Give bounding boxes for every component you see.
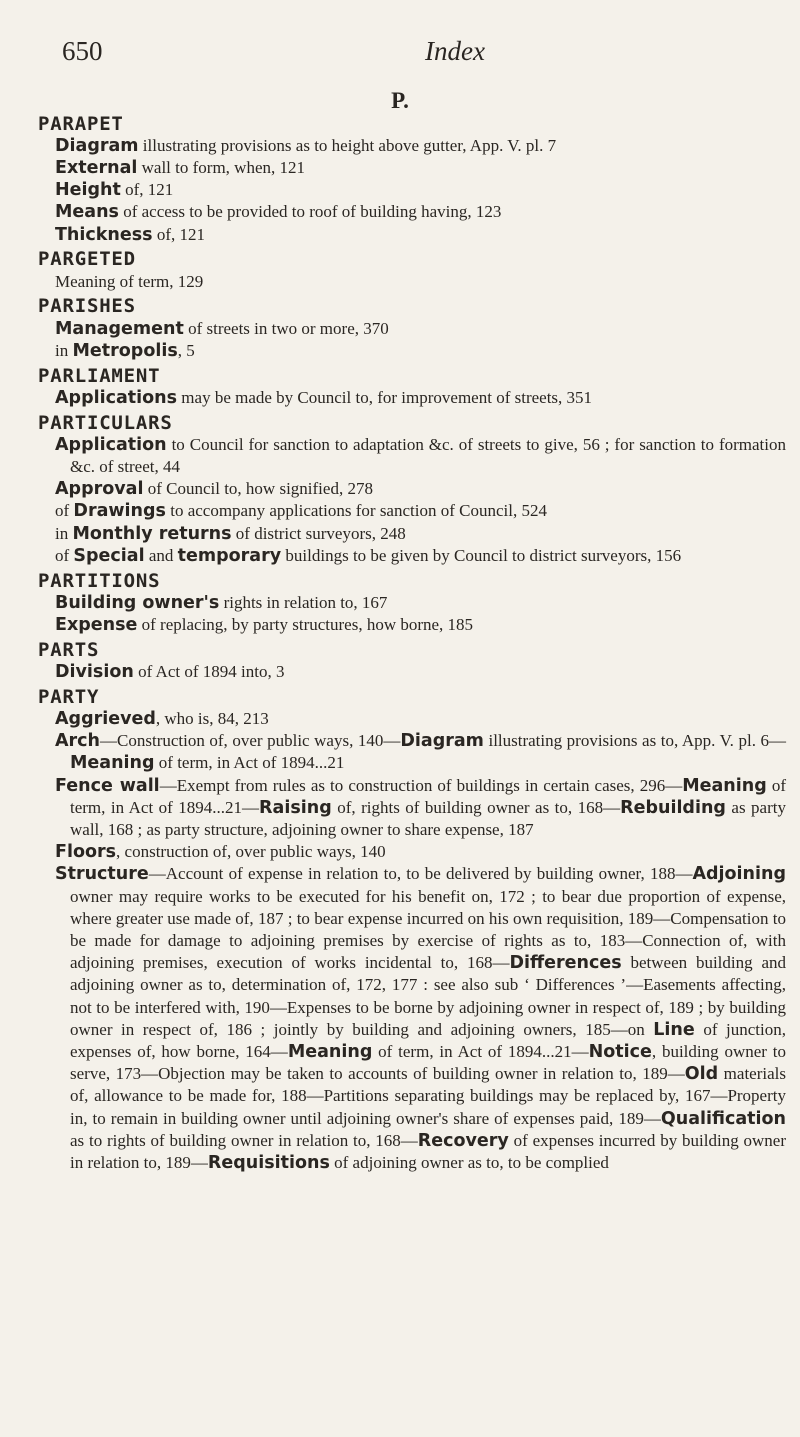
- index-entry: [38, 318, 786, 340]
- entry-text: may be made by Council to, for improvement of streets, 351: [177, 387, 593, 407]
- entry-text: of: [55, 545, 74, 565]
- entry-text: materials of, allowance to be made for, 188—Partitions separating buildings may be replaced by, 167—Property in, to remain in building owner until adjoining owner's share of expenses paid, 189—: [70, 1064, 786, 1128]
- section-letter: P.: [391, 88, 409, 113]
- entry-text: as to rights of building owner in relation to, 168—: [70, 1130, 418, 1150]
- index-heading: PARTITIONS: [38, 569, 161, 592]
- entry-text: of term, in Act of 1894...21—: [372, 1042, 589, 1062]
- index-entry: [38, 500, 786, 522]
- entry-keyword: Aggrieved: [55, 709, 156, 730]
- entry-keyword: Notice: [588, 1042, 652, 1063]
- entry-keyword: Special: [73, 545, 145, 566]
- entry-text: of, 121: [152, 224, 205, 244]
- index-entry: [38, 387, 786, 409]
- index-section: [38, 412, 786, 567]
- entry-text: of access to be provided to roof of building having, 123: [118, 202, 502, 222]
- entry-keyword: Adjoining: [692, 864, 786, 885]
- index-body: [38, 110, 786, 1174]
- entry-text: to accompany applications for sanction of Council, 524: [165, 501, 547, 521]
- entry-text: between building and adjoining owner as to, determination of, 172, 177 : see also sub ‘ Differences ’—Easements affecting, not to be interfered with, 190—Expenses to be borne by adjoining owner in respect of, 189 ; by building owner in respect of, 186 ; jointly by building and adjoining owners, 185—on: [70, 953, 786, 1039]
- entry-text: of junction, expenses of, how borne, 164—: [70, 1019, 786, 1062]
- entry-keyword: Application: [55, 434, 167, 455]
- entry-keyword: Qualification: [660, 1108, 786, 1129]
- index-entry: [38, 340, 786, 362]
- entry-keyword: Diagram: [400, 731, 484, 752]
- running-head: Index: [425, 36, 485, 66]
- entry-keyword: temporary: [177, 545, 282, 566]
- index-heading: PARLIAMENT: [38, 364, 161, 387]
- index-heading: PARTY: [38, 685, 100, 708]
- entry-text: wall to form, when, 121: [137, 158, 305, 177]
- entry-text: of district surveyors, 248: [231, 523, 406, 543]
- page-header: [62, 36, 760, 76]
- index-heading: PARTICULARS: [38, 411, 173, 434]
- entry-text: of streets in two or more, 370: [183, 318, 389, 338]
- entry-keyword: Meaning: [287, 1042, 373, 1063]
- entry-text: , building owner to serve, 173—Objection may be taken to accounts of building owner in relation to, 189—: [70, 1042, 786, 1084]
- entry-text: rights in relation to, 167: [219, 592, 388, 612]
- index-entry: [38, 592, 786, 614]
- index-entry: [38, 434, 786, 478]
- entry-text: —Exempt from rules as to construction of buildings in certain cases, 296—: [159, 775, 683, 795]
- entry-text: of Council to, how signified, 278: [143, 479, 373, 499]
- entry-text: and: [144, 545, 178, 565]
- entry-text: , construction of, over public ways, 140: [116, 842, 386, 862]
- entry-text: , who is, 84, 213: [155, 709, 269, 729]
- entry-keyword: Metropolis: [72, 340, 178, 361]
- index-entry: [38, 523, 786, 545]
- entry-text: of, 121: [120, 180, 174, 200]
- entry-text: —Account of expense in relation to, to be delivered by building owner, 188—: [148, 864, 693, 884]
- entry-keyword: Meaning: [682, 775, 767, 796]
- index-entry: [38, 135, 786, 157]
- index-heading: PARGETED: [38, 248, 136, 271]
- entry-text: of adjoining owner as to, to be complied: [329, 1153, 609, 1173]
- entry-keyword: Fence wall: [55, 775, 160, 796]
- index-heading: PARISHES: [38, 295, 136, 318]
- entry-text: illustrating provisions as to height above gutter, App. V. pl. 7: [138, 135, 557, 155]
- entry-text: in: [55, 523, 73, 543]
- entry-keyword: Management: [55, 318, 184, 339]
- index-entry: [38, 478, 786, 500]
- entry-text: of Act of 1894 into, 3: [133, 662, 285, 682]
- index-entry: [38, 841, 786, 863]
- entry-text: buildings to be given by Council to district surveyors, 156: [281, 545, 682, 565]
- entry-keyword: Thickness: [55, 224, 153, 245]
- index-section: [38, 365, 786, 409]
- entry-keyword: Rebuilding: [620, 797, 726, 818]
- index-section: [38, 113, 786, 246]
- entry-keyword: External: [55, 158, 138, 178]
- entry-keyword: Raising: [259, 797, 332, 818]
- entry-keyword: Meaning: [70, 753, 155, 774]
- entry-keyword: Arch: [55, 731, 101, 752]
- entry-keyword: Recovery: [417, 1130, 509, 1151]
- entry-text: of expenses incurred by building owner in relation to, 189—: [70, 1130, 786, 1173]
- index-entry: [38, 730, 786, 774]
- index-entry: [38, 179, 786, 201]
- entry-text: owner may require works to be executed for his benefit on, 172 ; to bear due proportion of expense, where greater use made of, 187 ; to bear expense incurred on his own requisition, 189—Compensation to be made for damage to adjoining premises by exercise of rights as to, 183—Connection of, with adjoining premises, execution of works incidental to, 168—: [70, 886, 786, 973]
- entry-keyword: Floors: [55, 842, 117, 863]
- entry-text: illustrating provisions as to, App. V. pl. 6—: [483, 731, 786, 751]
- entry-keyword: Structure: [55, 864, 149, 885]
- entry-text: —Construction of, over public ways, 140—: [100, 731, 401, 751]
- entry-keyword: Building owner's: [55, 592, 220, 613]
- index-entry: [38, 863, 786, 1174]
- index-entry: [38, 708, 786, 730]
- index-entry: [38, 224, 786, 246]
- entry-keyword: Means: [55, 202, 119, 223]
- index-heading: PARTS: [38, 638, 100, 661]
- entry-text: of replacing, by party structures, how borne, 185: [137, 615, 474, 635]
- index-entry: [38, 614, 786, 636]
- entry-keyword: Height: [55, 180, 121, 201]
- entry-text: Meaning of term, 129: [55, 271, 204, 291]
- entry-keyword: Division: [55, 662, 134, 683]
- entry-keyword: Applications: [55, 387, 178, 408]
- index-entry: [38, 661, 786, 683]
- entry-keyword: Diagram: [55, 135, 139, 156]
- index-entry: [38, 775, 786, 842]
- index-entry: [38, 157, 786, 179]
- entry-keyword: Old: [684, 1064, 719, 1085]
- index-section: [38, 295, 786, 362]
- entry-keyword: Line: [653, 1019, 695, 1040]
- entry-keyword: Requisitions: [207, 1153, 330, 1174]
- index-section: [38, 639, 786, 683]
- entry-text: of, rights of building owner as to, 168—: [331, 797, 621, 817]
- entry-text: of term, in Act of 1894...21—: [70, 775, 786, 817]
- index-section: [38, 686, 786, 1174]
- entry-text: to Council for sanction to adaptation &c. of streets to give, 56 ; for sanction to formation &c. of street, 44: [70, 434, 786, 477]
- page-number: 650: [62, 36, 103, 66]
- entry-text: in: [55, 340, 73, 360]
- entry-text: as party wall, 168 ; as party structure, adjoining owner to share expense, 187: [70, 797, 786, 840]
- entry-keyword: Monthly returns: [72, 523, 232, 544]
- index-entry: [38, 271, 786, 293]
- entry-keyword: Differences: [509, 953, 622, 974]
- entry-text: of: [55, 501, 74, 521]
- entry-text: , 5: [177, 340, 195, 360]
- index-section: [38, 570, 786, 637]
- entry-keyword: Approval: [55, 479, 144, 500]
- index-entry: [38, 201, 786, 223]
- index-entry: [38, 545, 786, 567]
- index-heading: PARAPET: [38, 112, 124, 135]
- index-section: [38, 248, 786, 292]
- entry-keyword: Expense: [55, 615, 138, 636]
- entry-text: of term, in Act of 1894...21: [154, 753, 345, 773]
- entry-keyword: Drawings: [73, 501, 166, 522]
